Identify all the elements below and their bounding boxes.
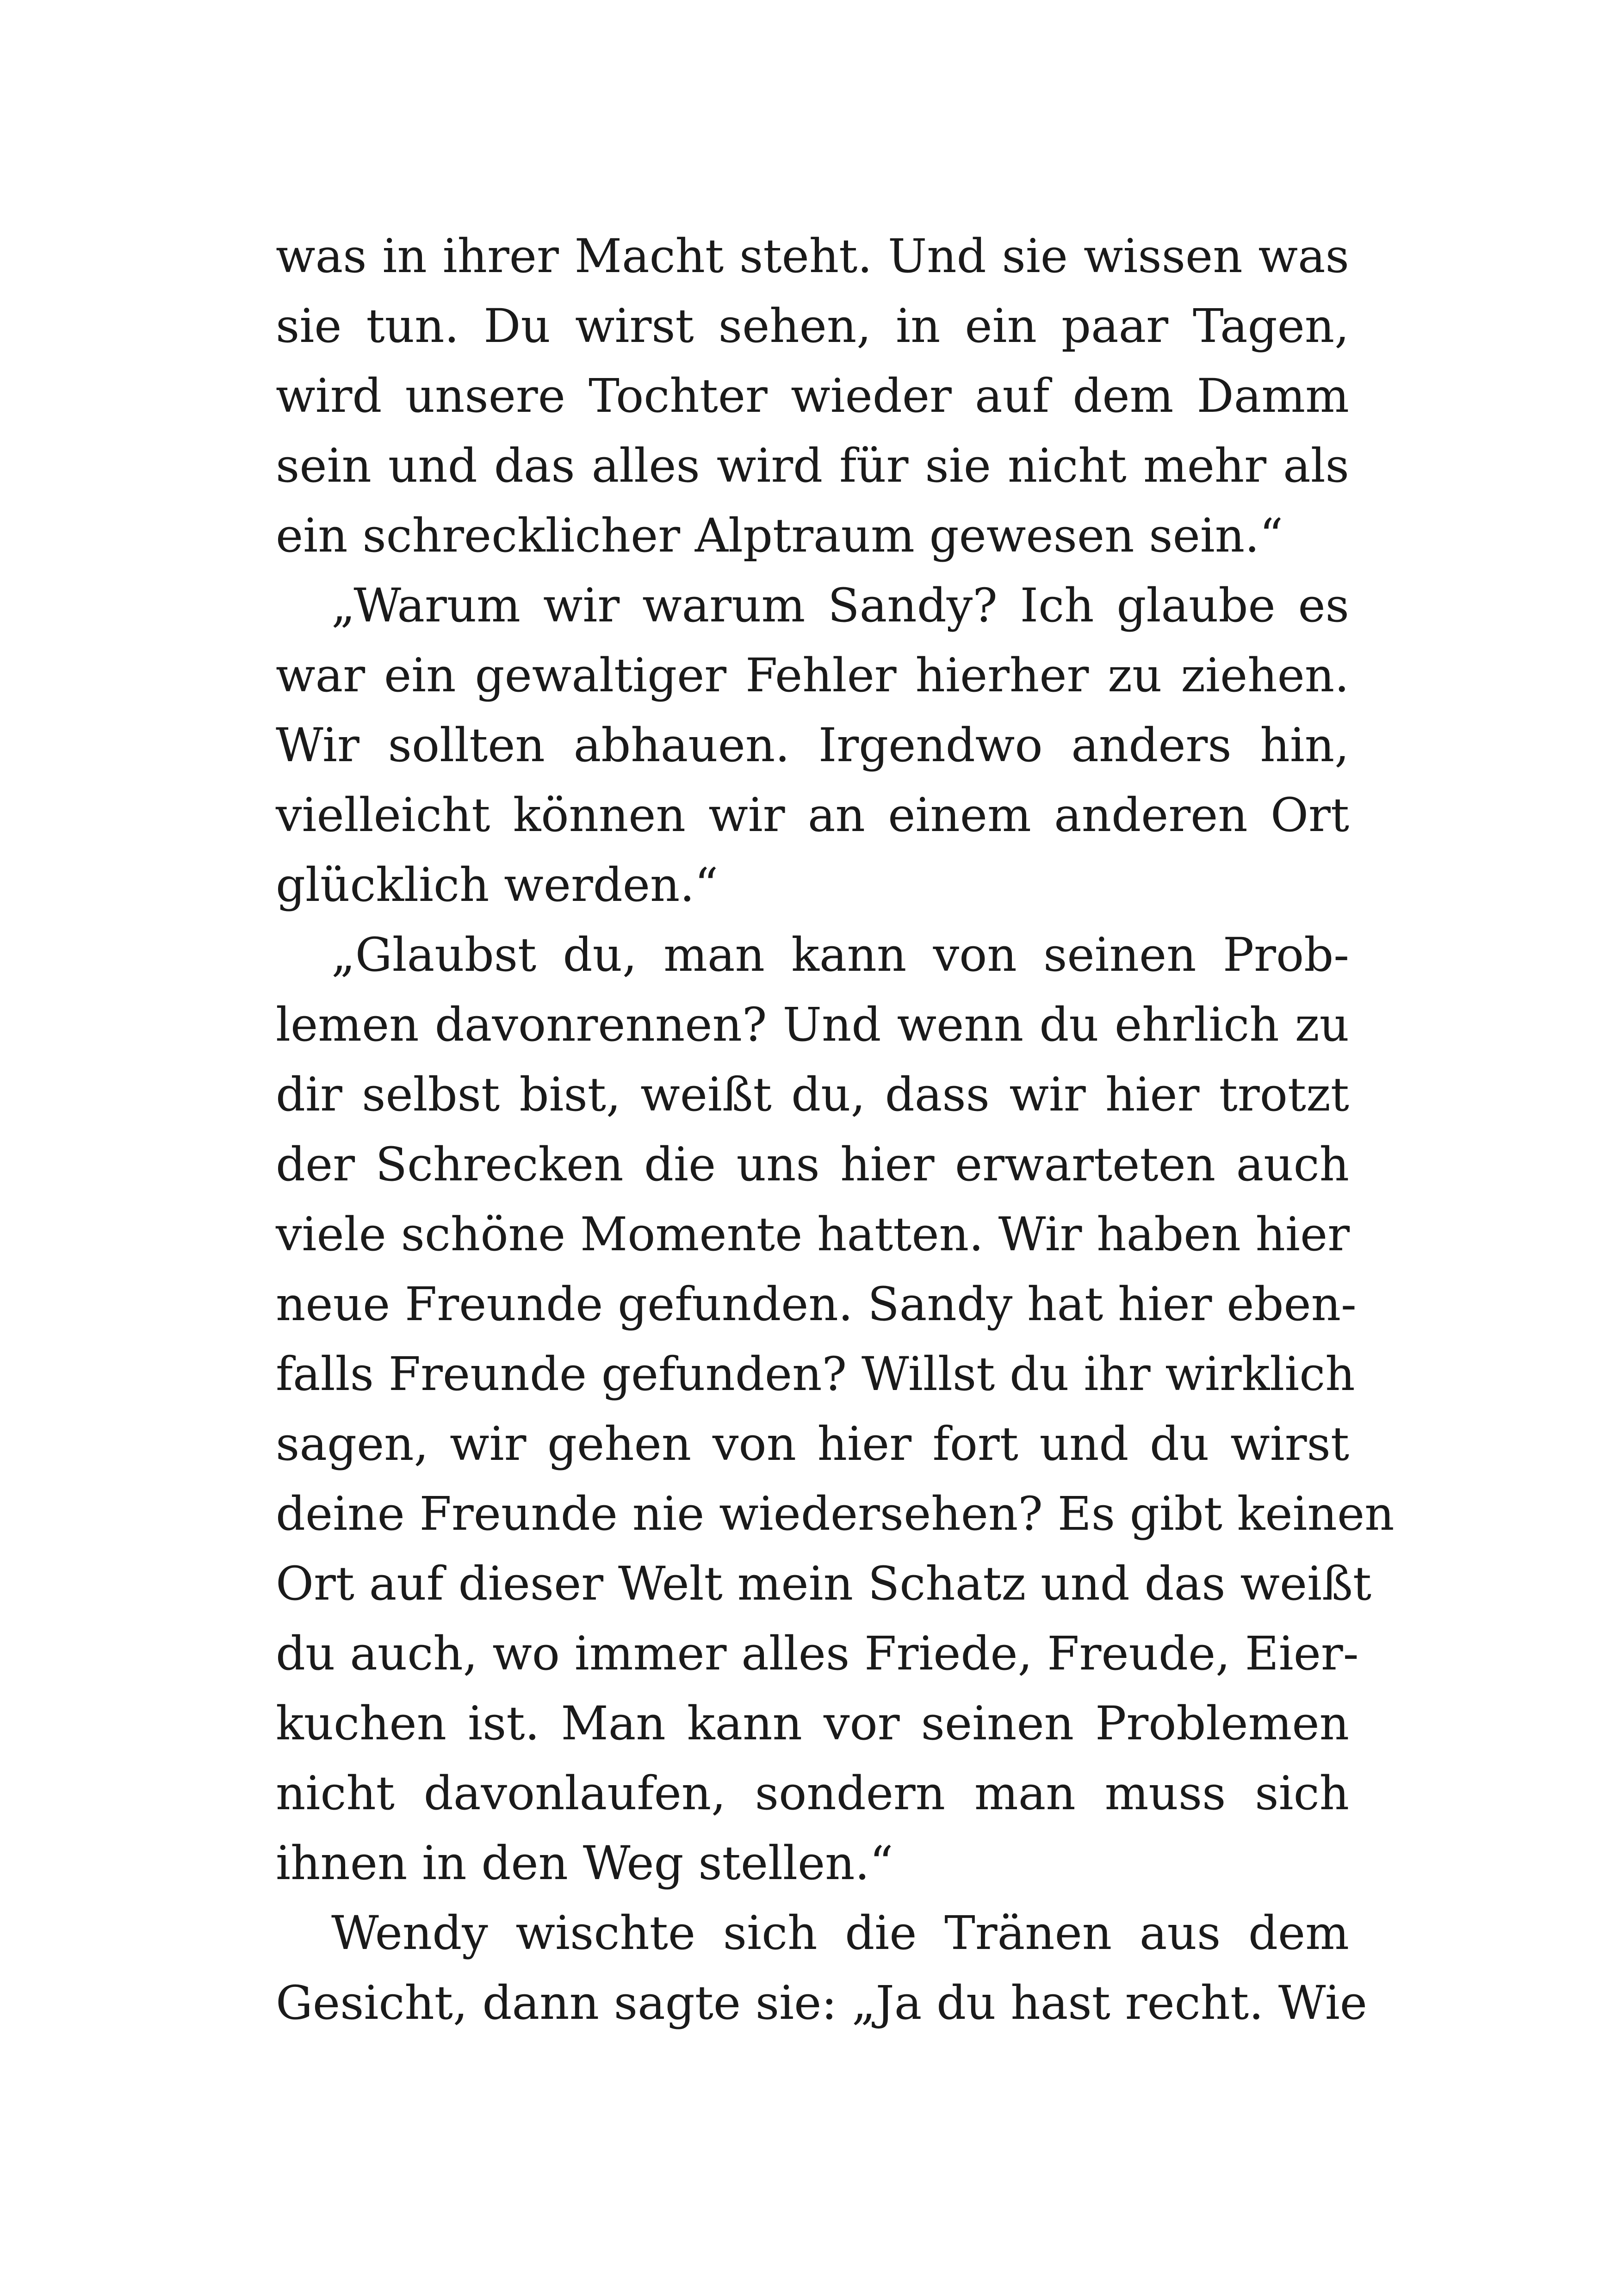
text-line: Ort auf dieser Welt mein Schatz und das weißt (276, 1557, 1372, 1611)
text-line: ein schrecklicher Alptraum gewesen sein.“ (276, 509, 1283, 563)
text-line: sagen, wir gehen von hier fort und du wirst (276, 1417, 1349, 1471)
text-line: wird unsere Tochter wieder auf dem Damm (276, 369, 1349, 423)
text-line: der Schrecken die uns hier erwarteten auch (276, 1137, 1349, 1191)
text-line: sein und das alles wird für sie nicht mehr als (276, 439, 1349, 493)
text-line: Gesicht, dann sagte sie: „Ja du hast recht. Wie (276, 1976, 1367, 2030)
text-line: nicht davonlaufen, sondern man muss sich (276, 1766, 1349, 1820)
text-line: ihnen in den Weg stellen.“ (276, 1836, 893, 1890)
text-line: was in ihrer Macht steht. Und sie wissen was (276, 229, 1349, 283)
text-line: neue Freunde gefunden. Sandy hat hier eben- (276, 1277, 1357, 1331)
body-text (276, 221, 1395, 2038)
text-line: Wir sollten abhauen. Irgendwo anders hin, (276, 718, 1349, 772)
text-line: Wendy wischte sich die Tränen aus dem (331, 1906, 1349, 1960)
text-line: „Warum wir warum Sandy? Ich glaube es (331, 578, 1349, 633)
text-line: du auch, wo immer alles Friede, Freude, Eier- (276, 1626, 1359, 1681)
text-line: war ein gewaltiger Fehler hierher zu ziehen. (276, 648, 1349, 702)
text-line: vielleicht können wir an einem anderen Ort (276, 788, 1349, 842)
text-line: falls Freunde gefunden? Willst du ihr wirklich (276, 1347, 1355, 1401)
text-line: viele schöne Momente hatten. Wir haben hier (276, 1207, 1350, 1261)
text-line: deine Freunde nie wiedersehen? Es gibt keinen (276, 1487, 1395, 1541)
text-line: lemen davonrennen? Und wenn du ehrlich zu (276, 998, 1349, 1052)
text-line: dir selbst bist, weißt du, dass wir hier trotzt (276, 1067, 1349, 1122)
text-line: glücklich werden.“ (276, 858, 719, 912)
text-line: „Glaubst du, man kann von seinen Prob- (331, 928, 1349, 982)
text-line: sie tun. Du wirst sehen, in ein paar Tagen, (276, 299, 1349, 353)
text-line: kuchen ist. Man kann vor seinen Problemen (276, 1696, 1349, 1750)
